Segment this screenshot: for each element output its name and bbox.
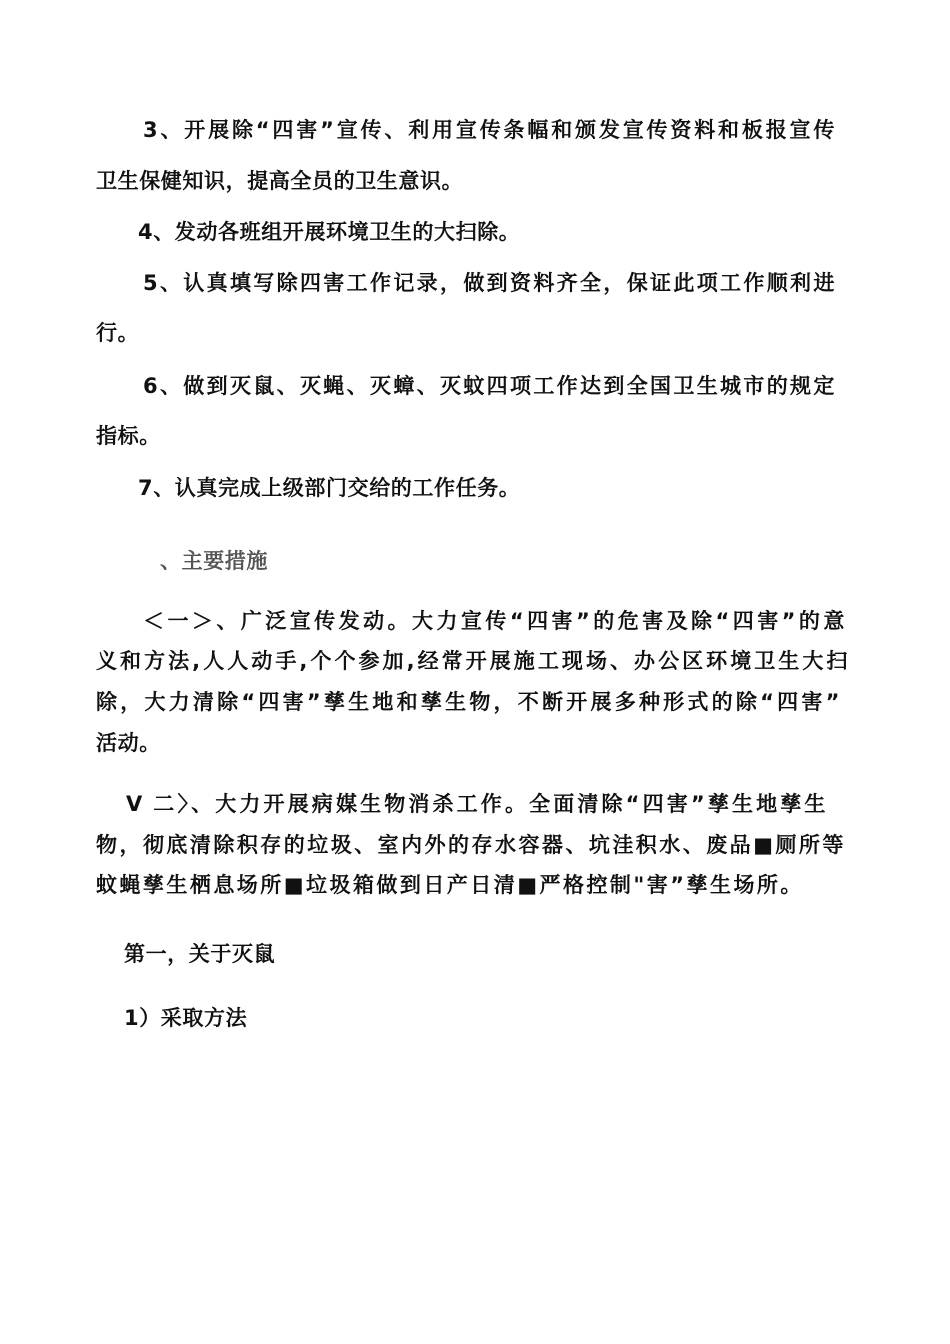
- measure-1-line-2: 义和方法,人人动手,个个参加,经常开展施工现场、办公区环境卫生大扫: [96, 649, 848, 673]
- item-7-line-1: 7、认真完成上级部门交给的工作任务。: [138, 476, 521, 500]
- measure-1-line-1: ＜一＞、广泛宣传发动。大力宣传“四害”的危害及除“四害”的意: [143, 609, 845, 633]
- item-5-line-2: 行。: [96, 321, 140, 345]
- measure-2-line-1: V 二〉、大力开展病媒生物消杀工作。全面清除“四害”孳生地孳生: [126, 792, 826, 816]
- item-3-line-2: 卫生保健知识，提高全员的卫生意识。: [96, 169, 464, 193]
- measure-1-line-3: 除，大力清除“四害”孳生地和孳生物，不断开展多种形式的除“四害”: [96, 690, 840, 714]
- method-heading: 1）采取方法: [124, 1006, 248, 1030]
- section-heading: 、主要措施: [160, 549, 268, 573]
- item-4-line-1: 4、发动各班组开展环境卫生的大扫除。: [138, 220, 521, 244]
- subheading-rodent-control: 第一，关于灭鼠: [124, 942, 276, 966]
- item-5-line-1: 5、认真填写除四害工作记录，做到资料齐全，保证此项工作顺利进: [143, 271, 835, 295]
- item-6-line-1: 6、做到灭鼠、灭蝇、灭蟑、灭蚊四项工作达到全国卫生城市的规定: [143, 374, 835, 398]
- item-3-line-1: 3、开展除“四害”宣传、利用宣传条幅和颁发宣传资料和板报宣传: [143, 118, 835, 142]
- item-6-line-2: 指标。: [96, 424, 161, 448]
- measure-2-line-3: 蚊蝇孳生栖息场所■垃圾箱做到日产日清■严格控制"害”孳生场所。: [96, 873, 802, 897]
- measure-1-line-4: 活动。: [96, 731, 161, 755]
- measure-2-line-2: 物，彻底清除积存的垃圾、室内外的存水容器、坑洼积水、废品■厕所等: [96, 833, 844, 857]
